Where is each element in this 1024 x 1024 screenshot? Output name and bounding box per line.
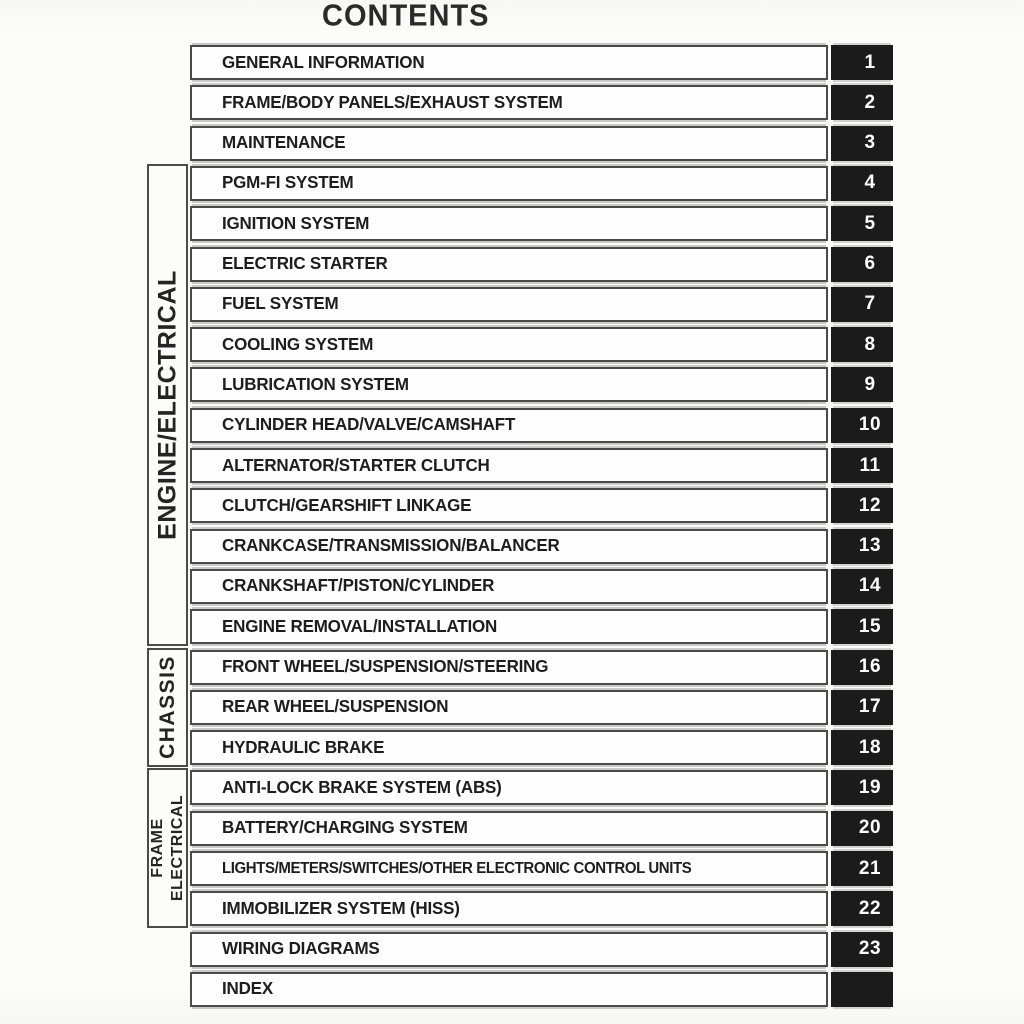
chapter-box xyxy=(190,166,828,201)
chapter-title: FRONT WHEEL/SUSPENSION/STEERING xyxy=(222,656,549,677)
chapter-box xyxy=(190,770,828,805)
toc-row xyxy=(190,448,893,483)
chapter-box xyxy=(190,448,828,483)
chapter-title: COOLING SYSTEM xyxy=(222,334,374,355)
chapter-number-tab xyxy=(831,650,893,685)
chapter-title: MAINTENANCE xyxy=(222,132,346,153)
chapter-number: 21 xyxy=(858,857,882,879)
chapter-number: 14 xyxy=(858,575,882,597)
chapter-box xyxy=(190,287,828,322)
section-group-box-chassis xyxy=(147,648,188,768)
chapter-title: BATTERY/CHARGING SYSTEM xyxy=(222,817,468,838)
chapter-number-tab xyxy=(831,932,893,967)
chapter-number-tab xyxy=(831,287,893,322)
chapter-number-tab xyxy=(831,609,893,644)
toc-row xyxy=(190,529,893,564)
chapter-box xyxy=(190,529,828,564)
chapter-number: 8 xyxy=(864,333,876,355)
chapter-title: CLUTCH/GEARSHIFT LINKAGE xyxy=(222,495,472,516)
chapter-title: FRAME/BODY PANELS/EXHAUST SYSTEM xyxy=(222,92,563,113)
toc-row xyxy=(190,569,893,604)
section-label xyxy=(156,655,180,759)
chapter-title: WIRING DIAGRAMS xyxy=(222,938,380,959)
chapter-number: 10 xyxy=(858,414,882,436)
section-label-line: FRAME xyxy=(148,818,166,879)
chapter-number: 15 xyxy=(858,615,882,637)
chapter-box xyxy=(190,569,828,604)
chapter-number-tab xyxy=(831,126,893,161)
toc-row xyxy=(190,45,893,80)
section-label xyxy=(148,795,188,901)
chapter-number-tab xyxy=(831,166,893,201)
toc-row xyxy=(190,367,893,402)
chapter-number-tab xyxy=(831,206,893,241)
chapter-number: 19 xyxy=(858,776,882,798)
chapter-number-tab xyxy=(831,448,893,483)
chapter-number-tab xyxy=(831,891,893,926)
chapter-number: 7 xyxy=(864,293,876,315)
chapter-box xyxy=(190,206,828,241)
toc-row xyxy=(190,972,893,1007)
section-label-line: CHASSIS xyxy=(155,655,179,760)
chapter-number: 20 xyxy=(858,817,882,839)
chapter-number-tab xyxy=(831,247,893,282)
chapter-number-tab xyxy=(831,851,893,886)
chapter-box xyxy=(190,811,828,846)
chapter-number-tab xyxy=(831,529,893,564)
toc-row xyxy=(190,408,893,443)
chapter-box xyxy=(190,932,828,967)
chapter-box xyxy=(190,851,828,886)
chapter-box xyxy=(190,690,828,725)
chapter-number: 13 xyxy=(858,535,882,557)
chapter-number-tab xyxy=(831,327,893,362)
chapter-box xyxy=(190,126,828,161)
toc-row xyxy=(190,247,893,282)
chapter-number-tab xyxy=(831,85,893,120)
toc-row xyxy=(190,126,893,161)
toc-row xyxy=(190,932,893,967)
toc-row xyxy=(190,85,893,120)
chapter-number: 2 xyxy=(864,91,876,113)
chapter-number-tab xyxy=(831,770,893,805)
chapter-box xyxy=(190,972,828,1007)
toc-row xyxy=(190,891,893,926)
chapter-box xyxy=(190,247,828,282)
chapter-box xyxy=(190,730,828,765)
chapter-title: ANTI-LOCK BRAKE SYSTEM (ABS) xyxy=(222,777,502,798)
toc-row xyxy=(190,690,893,725)
chapter-box xyxy=(190,327,828,362)
chapter-number-tab xyxy=(831,690,893,725)
chapter-title: ALTERNATOR/STARTER CLUTCH xyxy=(222,455,490,475)
section-label-line: ELECTRICAL xyxy=(168,795,186,902)
section-group-box-engine-electrical xyxy=(147,164,188,646)
chapter-number: 12 xyxy=(858,494,882,516)
chapter-number-tab xyxy=(831,45,893,80)
toc-row xyxy=(190,206,893,241)
chapter-title: LIGHTS/METERS/SWITCHES/OTHER ELECTRONIC CONTROL UNITS xyxy=(222,859,692,878)
chapter-title: HYDRAULIC BRAKE xyxy=(222,737,385,758)
chapter-title: IGNITION SYSTEM xyxy=(222,213,370,234)
chapter-number: 17 xyxy=(858,696,882,718)
page-title: CONTENTS xyxy=(322,0,490,33)
chapter-title: GENERAL INFORMATION xyxy=(222,52,425,72)
chapter-title: ENGINE REMOVAL/INSTALLATION xyxy=(222,616,498,637)
toc-row xyxy=(190,166,893,201)
chapter-box xyxy=(190,85,828,120)
section-label xyxy=(153,270,182,540)
chapter-number: 16 xyxy=(858,656,882,677)
chapter-number-tab xyxy=(831,811,893,846)
chapter-number: 1 xyxy=(864,51,876,73)
chapter-number: 22 xyxy=(858,897,882,919)
chapter-number-tab xyxy=(831,488,893,523)
chapter-number: 3 xyxy=(864,132,876,154)
toc-row xyxy=(190,811,893,846)
toc-row xyxy=(190,770,893,805)
chapter-title: REAR WHEEL/SUSPENSION xyxy=(222,696,449,717)
toc-row xyxy=(190,851,893,886)
chapter-number: 4 xyxy=(864,172,876,194)
chapter-box xyxy=(190,488,828,523)
chapter-title: INDEX xyxy=(222,978,273,999)
section-label-line: ENGINE/ELECTRICAL xyxy=(153,270,181,540)
chapter-box xyxy=(190,609,828,644)
chapter-box xyxy=(190,367,828,402)
toc-row xyxy=(190,650,893,685)
chapter-title: IMMOBILIZER SYSTEM (HISS) xyxy=(222,898,460,919)
chapter-title: ELECTRIC STARTER xyxy=(222,253,388,274)
toc-row xyxy=(190,327,893,362)
toc-row xyxy=(190,287,893,322)
chapter-number-tab xyxy=(831,408,893,443)
chapter-box xyxy=(190,408,828,443)
toc-row xyxy=(190,609,893,644)
chapter-number-tab xyxy=(831,367,893,402)
section-group-box-frame-electrical xyxy=(147,768,188,928)
chapter-number: 23 xyxy=(858,938,882,960)
chapter-number-tab xyxy=(831,972,893,1007)
chapter-number: 9 xyxy=(864,373,876,395)
chapter-number: 5 xyxy=(864,212,876,234)
chapter-box xyxy=(190,45,828,80)
chapter-number: 6 xyxy=(864,253,876,274)
chapter-title: LUBRICATION SYSTEM xyxy=(222,374,409,395)
chapter-number-tab xyxy=(831,730,893,765)
chapter-box xyxy=(190,891,828,926)
chapter-title: CRANKCASE/TRANSMISSION/BALANCER xyxy=(222,535,560,556)
chapter-title: CYLINDER HEAD/VALVE/CAMSHAFT xyxy=(222,414,516,435)
chapter-box xyxy=(190,650,828,685)
chapter-number: 11 xyxy=(859,454,881,476)
chapter-title: CRANKSHAFT/PISTON/CYLINDER xyxy=(222,575,495,596)
chapter-number-tab xyxy=(831,569,893,604)
toc-row xyxy=(190,488,893,523)
chapter-title: FUEL SYSTEM xyxy=(222,293,339,314)
toc-row xyxy=(190,730,893,765)
chapter-number: 18 xyxy=(858,736,882,758)
chapter-title: PGM-FI SYSTEM xyxy=(222,172,354,193)
